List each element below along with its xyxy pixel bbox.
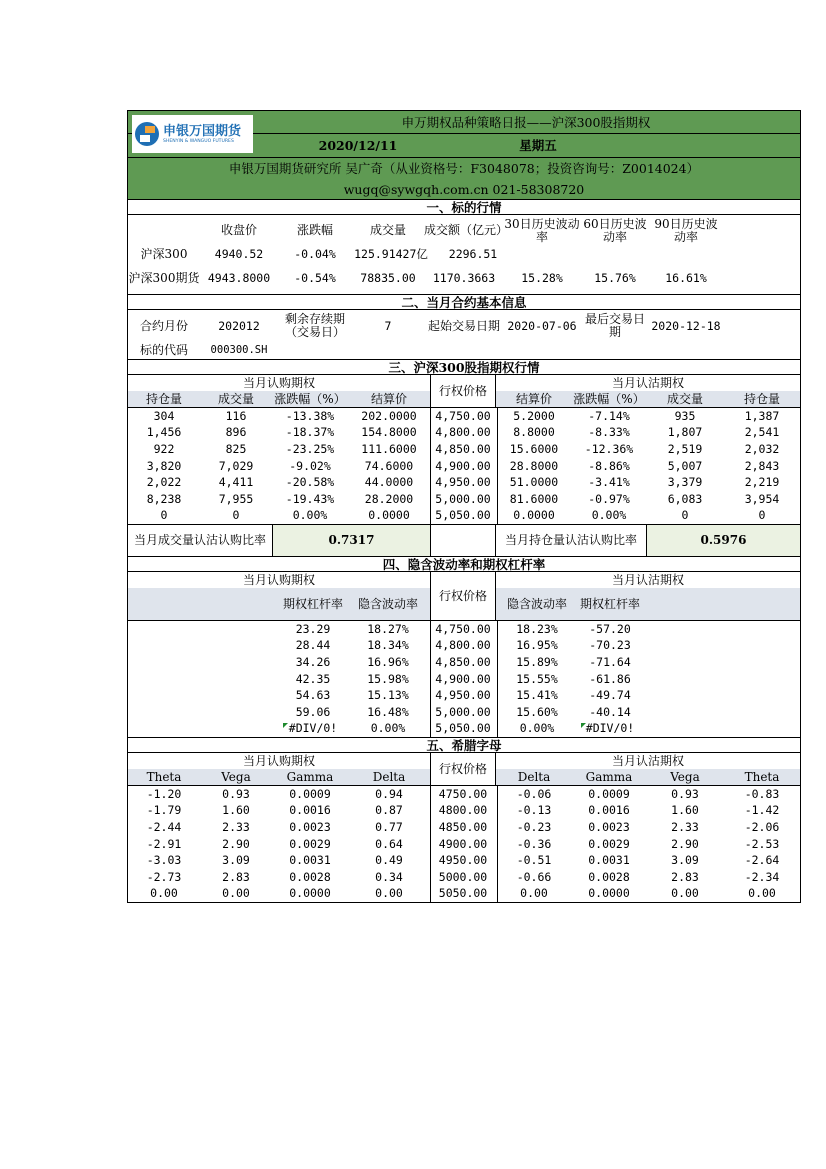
strike-cell: 4,900.00 bbox=[435, 671, 491, 686]
s3-col: 结算价 bbox=[370, 391, 407, 406]
s1-col-hv30: 30日历史波动率 bbox=[504, 216, 580, 244]
s5-col: Vega bbox=[221, 769, 251, 784]
s1-col-hv60: 60日历史波动率 bbox=[583, 216, 647, 244]
cell: 0.0029 bbox=[588, 836, 630, 851]
cell: -1.20 bbox=[146, 786, 182, 801]
iv-cell: 18.34% bbox=[367, 638, 409, 653]
cell: 2.83 bbox=[671, 869, 699, 884]
strike-cell: 4850.00 bbox=[438, 819, 488, 834]
strike-cell: 4750.00 bbox=[438, 786, 488, 801]
cell: -2.64 bbox=[744, 853, 780, 868]
cell: -0.83 bbox=[744, 786, 780, 801]
strike-column-divider bbox=[430, 786, 498, 902]
s1-amt: 1170.3663 bbox=[432, 271, 496, 285]
cell: -18.37% bbox=[285, 425, 335, 440]
cell: 44.0000 bbox=[364, 475, 414, 490]
cell: -0.36 bbox=[516, 836, 552, 851]
oi-ratio-value: 0.5976 bbox=[646, 525, 800, 556]
s1-vol: 78835.00 bbox=[360, 271, 416, 285]
iv-cell: 15.98% bbox=[367, 671, 409, 686]
company-logo bbox=[132, 115, 253, 153]
underlying-code: 000300.SH bbox=[210, 344, 268, 356]
s4-header bbox=[128, 572, 800, 620]
leverage-cell: 54.63 bbox=[295, 688, 331, 703]
strike-cell: 4,900.00 bbox=[435, 458, 491, 473]
s5-col: Delta bbox=[517, 769, 551, 784]
cell: -0.66 bbox=[516, 869, 552, 884]
error-flag-icon bbox=[283, 723, 288, 728]
cell: 0.0031 bbox=[588, 853, 630, 868]
iv-cell: 16.95% bbox=[516, 638, 558, 653]
s5-header bbox=[128, 753, 800, 785]
cell: 0.0009 bbox=[289, 786, 331, 801]
strike-cell: 4950.00 bbox=[438, 853, 488, 868]
cell: 2.90 bbox=[222, 836, 250, 851]
cell: 2,219 bbox=[744, 475, 780, 490]
cell: 3.09 bbox=[671, 853, 699, 868]
remaining-days: 7 bbox=[384, 318, 392, 333]
strike-cell: 5,000.00 bbox=[435, 491, 491, 506]
cell: 2.83 bbox=[222, 869, 250, 884]
cell: -3.41% bbox=[588, 475, 630, 490]
cell: -2.73 bbox=[146, 869, 182, 884]
cell: 1.60 bbox=[222, 803, 250, 818]
strike-cell: 4,800.00 bbox=[435, 425, 491, 440]
cell: 0.0023 bbox=[588, 819, 630, 834]
s3-col: 涨跌幅（%） bbox=[274, 391, 346, 406]
cell: -0.97% bbox=[588, 491, 630, 506]
s1-close: 4940.52 bbox=[214, 247, 264, 261]
cell: 81.6000 bbox=[509, 491, 559, 506]
cell: 0 bbox=[232, 508, 240, 523]
cell: 0.00 bbox=[520, 886, 548, 901]
logo-text: 申银万国期货 bbox=[163, 123, 242, 139]
cell: 8.8000 bbox=[513, 425, 555, 440]
s5-col: Theta bbox=[744, 769, 780, 784]
logo-subtext: SHENYIN & WANGUO FUTURES bbox=[163, 138, 234, 144]
author-row bbox=[128, 157, 800, 199]
cell: 2.33 bbox=[222, 819, 250, 834]
cell: 935 bbox=[674, 408, 696, 423]
cell: 7,029 bbox=[218, 458, 254, 473]
cell: 2.33 bbox=[671, 819, 699, 834]
cell: 0.0023 bbox=[289, 819, 331, 834]
cell: 0.0000 bbox=[588, 886, 630, 901]
cell: 0.94 bbox=[375, 786, 403, 801]
cell: 0 bbox=[160, 508, 168, 523]
s3-col: 涨跌幅（%） bbox=[573, 391, 645, 406]
iv-cell: 15.13% bbox=[367, 688, 409, 703]
cell: 3,820 bbox=[146, 458, 182, 473]
s5-table-body bbox=[128, 785, 800, 902]
cell: 0.0009 bbox=[588, 786, 630, 801]
iv-cell: 16.96% bbox=[367, 654, 409, 669]
cell: 896 bbox=[225, 425, 247, 440]
cell: -2.06 bbox=[744, 819, 780, 834]
cell: 0.0016 bbox=[588, 803, 630, 818]
author-line: 申银万国期货研究所 吴广奇（从业资格号：F3048078；投资咨询号：Z0014024） bbox=[228, 161, 700, 176]
strike-cell: 5,050.00 bbox=[435, 508, 491, 523]
s1-row-futures bbox=[128, 263, 800, 294]
cell: 5,007 bbox=[667, 458, 703, 473]
iv-cell: 18.27% bbox=[367, 621, 409, 636]
cell: 0.0000 bbox=[513, 508, 555, 523]
cell: 0.87 bbox=[375, 803, 403, 818]
s1-col-vol: 成交量 bbox=[369, 223, 406, 237]
cell: -1.79 bbox=[146, 803, 182, 818]
s4-col-leverage: 期权杠杆率 bbox=[282, 596, 343, 611]
cell: 0.00 bbox=[222, 886, 250, 901]
leverage-cell: -71.64 bbox=[589, 654, 631, 669]
section-2-title: 二、当月合约基本信息 bbox=[128, 294, 800, 310]
strike-column-divider bbox=[430, 408, 498, 524]
cell: -0.23 bbox=[516, 819, 552, 834]
s5-col: Delta bbox=[372, 769, 406, 784]
s1-col-amt: 成交额（亿元） bbox=[424, 223, 509, 237]
cell: 8,238 bbox=[146, 491, 182, 506]
cell: 202.0000 bbox=[361, 408, 417, 423]
strike-cell: 4,800.00 bbox=[435, 638, 491, 653]
strike-cell: 4,750.00 bbox=[435, 408, 491, 423]
leverage-cell: -57.20 bbox=[589, 621, 631, 636]
underlying-code-label: 标的代码 bbox=[139, 343, 188, 357]
cell: -23.25% bbox=[285, 441, 335, 456]
strike-cell: 4,850.00 bbox=[435, 654, 491, 669]
cell: -2.44 bbox=[146, 819, 182, 834]
s3-col: 成交量 bbox=[666, 391, 703, 406]
cell: 15.6000 bbox=[509, 441, 559, 456]
cell: 1.60 bbox=[671, 803, 699, 818]
cell: 111.6000 bbox=[361, 441, 417, 456]
cell: 28.2000 bbox=[364, 491, 414, 506]
s1-name: 沪深300期货 bbox=[128, 271, 200, 285]
strike-cell: 4,850.00 bbox=[435, 441, 491, 456]
cell: 2,541 bbox=[744, 425, 780, 440]
contact-line: wugq@sywgqh.com.cn 021-58308720 bbox=[343, 182, 585, 197]
s3-col: 结算价 bbox=[515, 391, 552, 406]
cell: 154.8000 bbox=[361, 425, 417, 440]
iv-cell: 15.60% bbox=[516, 704, 558, 719]
strike-cell: 4800.00 bbox=[438, 803, 488, 818]
s4-strike-header: 行权价格 bbox=[430, 572, 496, 620]
cell: 3,379 bbox=[667, 475, 703, 490]
cell: 51.0000 bbox=[509, 475, 559, 490]
s5-put-title: 当月认沽期权 bbox=[611, 753, 684, 768]
cell: 0.00 bbox=[150, 886, 178, 901]
s3-header bbox=[128, 375, 800, 407]
strike-cell: 4,950.00 bbox=[435, 688, 491, 703]
s5-call-header-bg bbox=[128, 769, 430, 785]
s3-col: 持仓量 bbox=[145, 391, 182, 406]
s5-strike-header: 行权价格 bbox=[430, 753, 496, 785]
cell: 2,022 bbox=[146, 475, 182, 490]
s5-col: Gamma bbox=[585, 769, 633, 784]
s1-vol: 125.91427亿 bbox=[354, 247, 428, 261]
leverage-cell: 42.35 bbox=[295, 671, 331, 686]
cell: 3,954 bbox=[744, 491, 780, 506]
cell: -13.38% bbox=[285, 408, 335, 423]
s1-chg: -0.04% bbox=[294, 247, 336, 261]
strike-cell: 4900.00 bbox=[438, 836, 488, 851]
leverage-cell: -49.74 bbox=[589, 688, 631, 703]
cell: 0.0016 bbox=[289, 803, 331, 818]
s1-close: 4943.8000 bbox=[207, 271, 271, 285]
cell: 0.0000 bbox=[368, 508, 410, 523]
cell: -0.06 bbox=[516, 786, 552, 801]
cell: 0.34 bbox=[375, 869, 403, 884]
cell: 0.93 bbox=[671, 786, 699, 801]
cell: 2,843 bbox=[744, 458, 780, 473]
leverage-cell: -70.23 bbox=[589, 638, 631, 653]
strike-cell: 4,750.00 bbox=[435, 621, 491, 636]
oi-ratio-label: 当月持仓量认沽认购比率 bbox=[504, 533, 637, 547]
cell: -3.03 bbox=[146, 853, 182, 868]
cell: 1,807 bbox=[667, 425, 703, 440]
iv-cell: 0.00% bbox=[370, 721, 406, 736]
s1-chg: -0.54% bbox=[294, 271, 336, 285]
report-sheet bbox=[127, 110, 801, 903]
leverage-cell: -40.14 bbox=[589, 704, 631, 719]
s5-col: Theta bbox=[146, 769, 182, 784]
s4-col-leverage: 期权杠杆率 bbox=[579, 596, 640, 611]
cell: 0.0000 bbox=[289, 886, 331, 901]
cell: 4,411 bbox=[218, 475, 254, 490]
iv-cell: 15.41% bbox=[516, 688, 558, 703]
cell: 1,456 bbox=[146, 425, 182, 440]
s4-table-body bbox=[128, 620, 800, 737]
report-date: 2020/12/11 bbox=[318, 138, 398, 153]
s4-call-title: 当月认购期权 bbox=[242, 572, 315, 587]
leverage-cell: 34.26 bbox=[295, 654, 331, 669]
s5-put-header-bg bbox=[496, 769, 800, 785]
cell: 116 bbox=[225, 408, 247, 423]
s3-ratio-row bbox=[128, 524, 800, 556]
leverage-cell: 23.29 bbox=[295, 621, 331, 636]
start-date: 2020-07-06 bbox=[507, 318, 577, 333]
cell: 304 bbox=[153, 408, 175, 423]
cell: 3.09 bbox=[222, 853, 250, 868]
last-date-label: 最后交易日期 bbox=[584, 312, 645, 339]
leverage-cell: 59.06 bbox=[295, 704, 331, 719]
s4-put-title: 当月认沽期权 bbox=[611, 572, 684, 587]
s1-row-index bbox=[128, 246, 800, 263]
start-date-label: 起始交易日期 bbox=[427, 318, 500, 333]
s5-col: Vega bbox=[670, 769, 700, 784]
cell: 6,083 bbox=[667, 491, 703, 506]
cell: -9.02% bbox=[289, 458, 331, 473]
s1-amt: 2296.51 bbox=[448, 247, 498, 261]
s3-table-body bbox=[128, 407, 800, 524]
cell: -2.53 bbox=[744, 836, 780, 851]
cell: 1,387 bbox=[744, 408, 780, 423]
strike-cell: 5,000.00 bbox=[435, 704, 491, 719]
cell: 0.00% bbox=[591, 508, 627, 523]
s1-col-chg: 涨跌幅 bbox=[296, 223, 333, 237]
s3-ratio-spacer bbox=[430, 525, 496, 556]
cell: 0.0031 bbox=[289, 853, 331, 868]
cell: 0.00 bbox=[748, 886, 776, 901]
strike-cell: 5050.00 bbox=[438, 886, 488, 901]
cell: 0.93 bbox=[222, 786, 250, 801]
s1-hv30: 15.28% bbox=[521, 271, 563, 285]
volume-ratio-label: 当月成交量认沽认购比率 bbox=[133, 533, 266, 547]
cell: -2.34 bbox=[744, 869, 780, 884]
error-flag-icon bbox=[581, 723, 586, 728]
s3-col: 成交量 bbox=[217, 391, 254, 406]
cell: 28.8000 bbox=[509, 458, 559, 473]
logo-mark-icon bbox=[134, 121, 160, 147]
remaining-days-label: 剩余存续期（交易日） bbox=[284, 312, 345, 339]
section-1-title: 一、标的行情 bbox=[128, 199, 800, 215]
cell: 2,032 bbox=[744, 441, 780, 456]
cell: 7,955 bbox=[218, 491, 254, 506]
volume-ratio-value: 0.7317 bbox=[272, 525, 430, 556]
cell: 2,519 bbox=[667, 441, 703, 456]
iv-cell: 0.00% bbox=[519, 721, 555, 736]
iv-cell: 15.89% bbox=[516, 654, 558, 669]
iv-cell: 15.55% bbox=[516, 671, 558, 686]
leverage-cell: #DIV/0! bbox=[578, 721, 642, 738]
s3-call-header-bg bbox=[128, 391, 430, 407]
cell: 0.77 bbox=[375, 819, 403, 834]
cell: -12.36% bbox=[584, 441, 634, 456]
strike-cell: 5000.00 bbox=[438, 869, 488, 884]
s3-strike-header: 行权价格 bbox=[430, 375, 496, 407]
cell: -20.58% bbox=[285, 475, 335, 490]
cell: 0 bbox=[758, 508, 766, 523]
s1-hv90: 16.61% bbox=[665, 271, 707, 285]
s3-put-header-bg bbox=[496, 391, 800, 407]
leverage-cell: 28.44 bbox=[295, 638, 331, 653]
section-4-title: 四、隐含波动率和期权杠杆率 bbox=[128, 556, 800, 572]
section-5-title: 五、希腊字母 bbox=[128, 737, 800, 753]
s1-name: 沪深300 bbox=[140, 247, 188, 261]
leverage-cell: -61.86 bbox=[589, 671, 631, 686]
s1-header-row bbox=[128, 215, 800, 246]
leverage-cell: #DIV/0! bbox=[280, 721, 346, 738]
s5-col: Gamma bbox=[286, 769, 334, 784]
iv-cell: 16.48% bbox=[367, 704, 409, 719]
cell: -2.91 bbox=[146, 836, 182, 851]
s1-hv60: 15.76% bbox=[594, 271, 636, 285]
s4-col-iv: 隐含波动率 bbox=[506, 596, 567, 611]
strike-cell: 4,950.00 bbox=[435, 475, 491, 490]
cell: -8.33% bbox=[588, 425, 630, 440]
cell: 0.49 bbox=[375, 853, 403, 868]
s3-put-title: 当月认沽期权 bbox=[611, 375, 684, 390]
cell: 74.6000 bbox=[364, 458, 414, 473]
cell: -19.43% bbox=[285, 491, 335, 506]
s1-col-close: 收盘价 bbox=[220, 223, 257, 237]
cell: 0.00 bbox=[671, 886, 699, 901]
s3-call-title: 当月认购期权 bbox=[242, 375, 315, 390]
s1-col-hv90: 90日历史波动率 bbox=[654, 216, 718, 244]
section-3-title: 三、沪深300股指期权行情 bbox=[128, 359, 800, 375]
cell: 2.90 bbox=[671, 836, 699, 851]
cell: 0.64 bbox=[375, 836, 403, 851]
s5-call-title: 当月认购期权 bbox=[242, 753, 315, 768]
cell: 0.00% bbox=[292, 508, 328, 523]
cell: 0.0028 bbox=[588, 869, 630, 884]
cell: -8.86% bbox=[588, 458, 630, 473]
contract-month: 202012 bbox=[218, 318, 260, 333]
cell: -0.51 bbox=[516, 853, 552, 868]
cell: -0.13 bbox=[516, 803, 552, 818]
cell: 922 bbox=[153, 441, 175, 456]
iv-cell: 18.23% bbox=[516, 621, 558, 636]
s4-col-iv: 隐含波动率 bbox=[357, 596, 418, 611]
cell: 0.00 bbox=[375, 886, 403, 901]
contract-month-label: 合约月份 bbox=[139, 318, 188, 333]
s3-col: 持仓量 bbox=[743, 391, 780, 406]
cell: -1.42 bbox=[744, 803, 780, 818]
last-date: 2020-12-18 bbox=[651, 318, 721, 333]
cell: 0 bbox=[681, 508, 689, 523]
s2-row-1 bbox=[128, 310, 800, 342]
report-title: 申万期权品种策略日报——沪深300股指期权 bbox=[401, 114, 651, 130]
s4-put-header-bg bbox=[496, 588, 800, 620]
cell: -7.14% bbox=[588, 408, 630, 423]
cell: 0.0029 bbox=[289, 836, 331, 851]
cell: 825 bbox=[225, 441, 247, 456]
s4-call-header-bg bbox=[128, 588, 430, 620]
strike-column-divider bbox=[430, 621, 498, 737]
cell: 5.2000 bbox=[513, 408, 555, 423]
s2-row-2 bbox=[128, 342, 800, 359]
cell: 0.0028 bbox=[289, 869, 331, 884]
report-weekday: 星期五 bbox=[519, 138, 557, 153]
strike-cell: 5,050.00 bbox=[435, 721, 491, 736]
